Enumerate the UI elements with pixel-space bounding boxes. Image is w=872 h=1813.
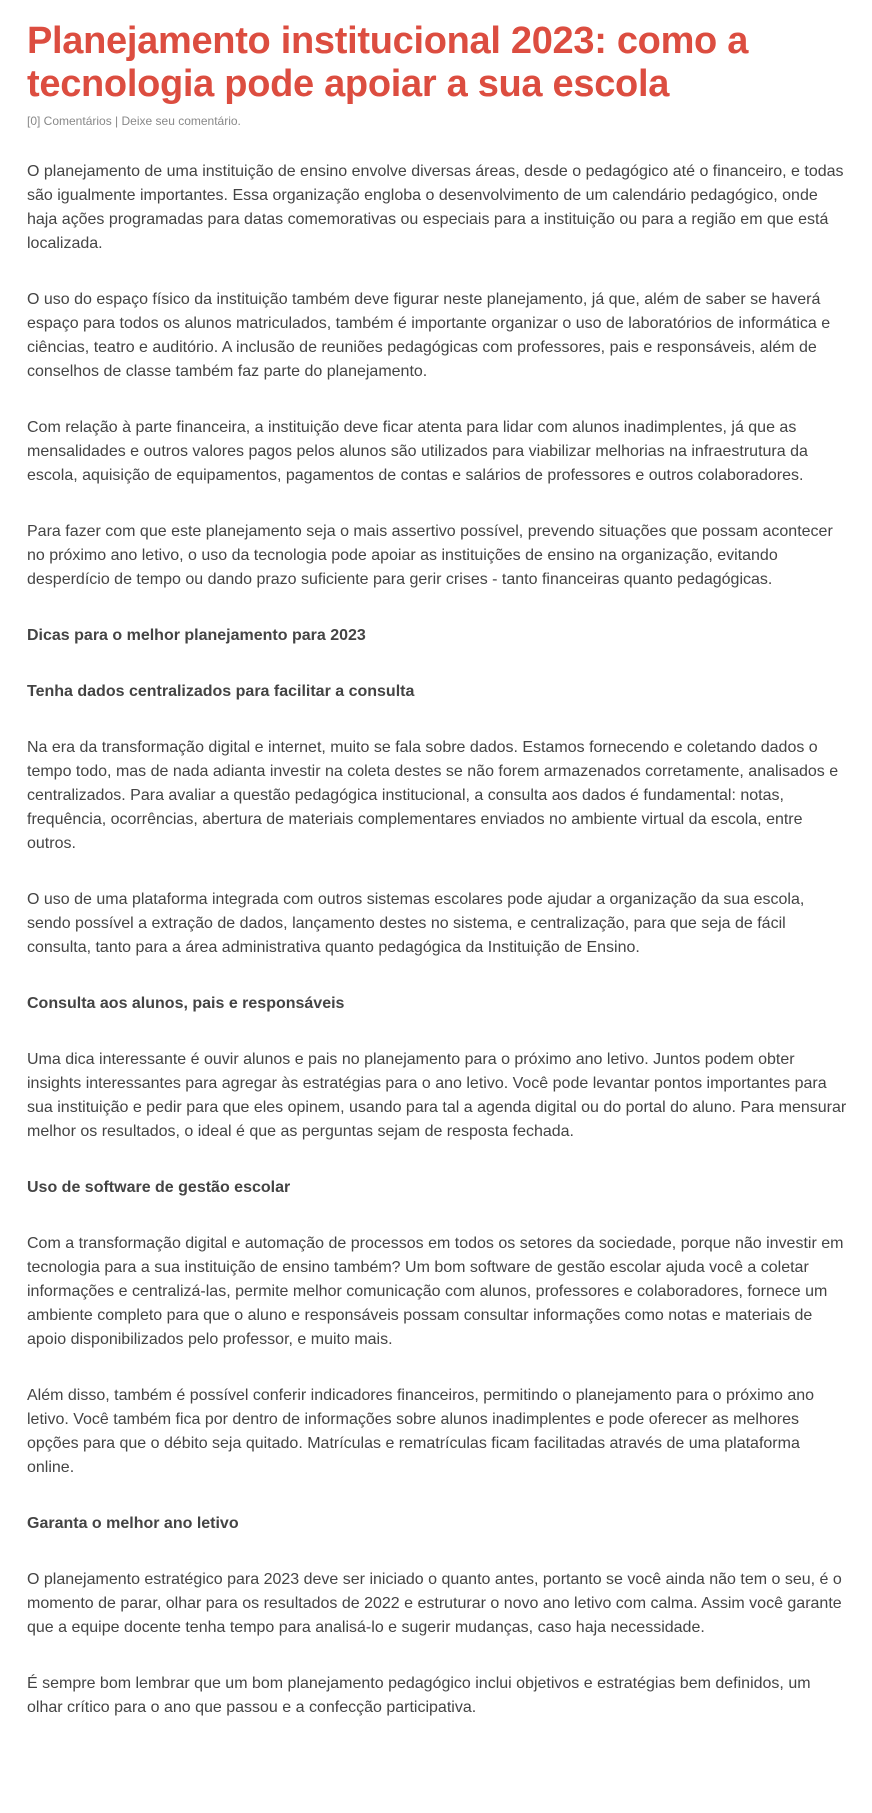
paragraph: Com relação à parte financeira, a instituição deve ficar atenta para lidar com alunos inadimplentes, já que as mensalidades e outros valores pagos pelos alunos são utilizados para viabilizar melhorias na infraestrutura da escola, aquisição de equipamentos, pagamentos de contas e salários de professores e outros colaboradores. [27, 419, 808, 484]
paragraph: Além disso, também é possível conferir indicadores financeiros, permitindo o planejamento para o próximo ano letivo. Você também fica por dentro de informações sobre alunos inadimplentes e pode oferecer as melhores opções para que o débito seja quitado. Matrículas e rematrículas ficam facilitadas através de uma plataforma online. [27, 1387, 815, 1476]
section-heading: Garanta o melhor ano letivo [27, 1515, 239, 1532]
meta-separator: | [111, 114, 122, 128]
section-heading: Uso de software de gestão escolar [27, 1179, 291, 1196]
paragraph: O uso de uma plataforma integrada com outros sistemas escolares pode ajudar a organização da sua escola, sendo possível a extração de dados, lançamento destes no sistema, e centralização, para que seja de fácil consulta, tanto para a área administrativa quanto pedagógica da Instituição de Ensino. [27, 891, 805, 956]
paragraph: O planejamento estratégico para 2023 deve ser iniciado o quanto antes, portanto se você ainda não tem o seu, é o momento de parar, olhar para os resultados de 2022 e estruturar o novo ano letivo com calma. Assim você garante que a equipe docente tenha tempo para analisá-lo e sugerir mudanças, caso haja necessidade. [27, 1571, 842, 1636]
section-heading: Tenha dados centralizados para facilitar a consulta [27, 683, 415, 700]
article-meta [27, 114, 850, 128]
section-heading: Consulta aos alunos, pais e responsáveis [27, 995, 345, 1012]
article-body [27, 160, 850, 1720]
paragraph: Com a transformação digital e automação de processos em todos os setores da sociedade, porque não investir em tecnologia para a sua instituição de ensino também? Um bom software de gestão escolar ajuda você a coletar informações e centralizá-las, permite melhor comunicação com alunos, professores e colaboradores, fornece um ambiente completo para que o aluno e responsáveis possam consultar informações como notas e materiais de apoio disponibilizados pelo professor, e muito mais. [27, 1235, 844, 1348]
paragraph: Na era da transformação digital e internet, muito se fala sobre dados. Estamos fornecendo e coletando dados o tempo todo, mas de nada adianta investir na coleta destes se não forem armazenados corretamente, analisados e centralizados. Para avaliar a questão pedagógica institucional, a consulta aos dados é fundamental: notas, frequência, ocorrências, abertura de materiais complementares enviados no ambiente virtual da escola, entre outros. [27, 739, 839, 852]
paragraph: É sempre bom lembrar que um bom planejamento pedagógico inclui objetivos e estratégias bem definidos, um olhar crítico para o ano que passou e a confecção participativa. [27, 1675, 811, 1716]
paragraph: O planejamento de uma instituição de ensino envolve diversas áreas, desde o pedagógico até o financeiro, e todas são igualmente importantes. Essa organização engloba o desenvolvimento de um calendário pedagógico, onde haja ações programadas para datas comemorativas ou especiais para a instituição ou para a região em que está localizada. [27, 163, 844, 252]
section-heading: Dicas para o melhor planejamento para 2023 [27, 627, 366, 644]
paragraph: O uso do espaço físico da instituição também deve figurar neste planejamento, já que, além de saber se haverá espaço para todos os alunos matriculados, também é importante organizar o uso de laboratórios de informática e ciências, teatro e auditório. A inclusão de reuniões pedagógicas com professores, pais e responsáveis, além de conselhos de classe também faz parte do planejamento. [27, 291, 831, 380]
paragraph: Uma dica interessante é ouvir alunos e pais no planejamento para o próximo ano letivo. Juntos podem obter insights interessantes para agregar às estratégias para o ano letivo. Você pode levantar pontos importantes para sua instituição e pedir para que eles opinem, usando para tal a agenda digital ou do portal do aluno. Para mensurar melhor os resultados, o ideal é que as perguntas sejam de resposta fechada. [27, 1051, 847, 1140]
article-title: Planejamento institucional 2023: como a tecnologia pode apoiar a sua escola [27, 20, 749, 105]
paragraph: Para fazer com que este planejamento seja o mais assertivo possível, prevendo situações que possam acontecer no próximo ano letivo, o uso da tecnologia pode apoiar as instituições de ensino na organização, evitando desperdício de tempo ou dando prazo suficiente para gerir crises - tanto financeiras quanto pedagógicas. [27, 523, 833, 588]
comments-count-link[interactable]: [0] Comentários [27, 114, 112, 128]
leave-comment-link[interactable]: Deixe seu comentário. [121, 114, 241, 128]
